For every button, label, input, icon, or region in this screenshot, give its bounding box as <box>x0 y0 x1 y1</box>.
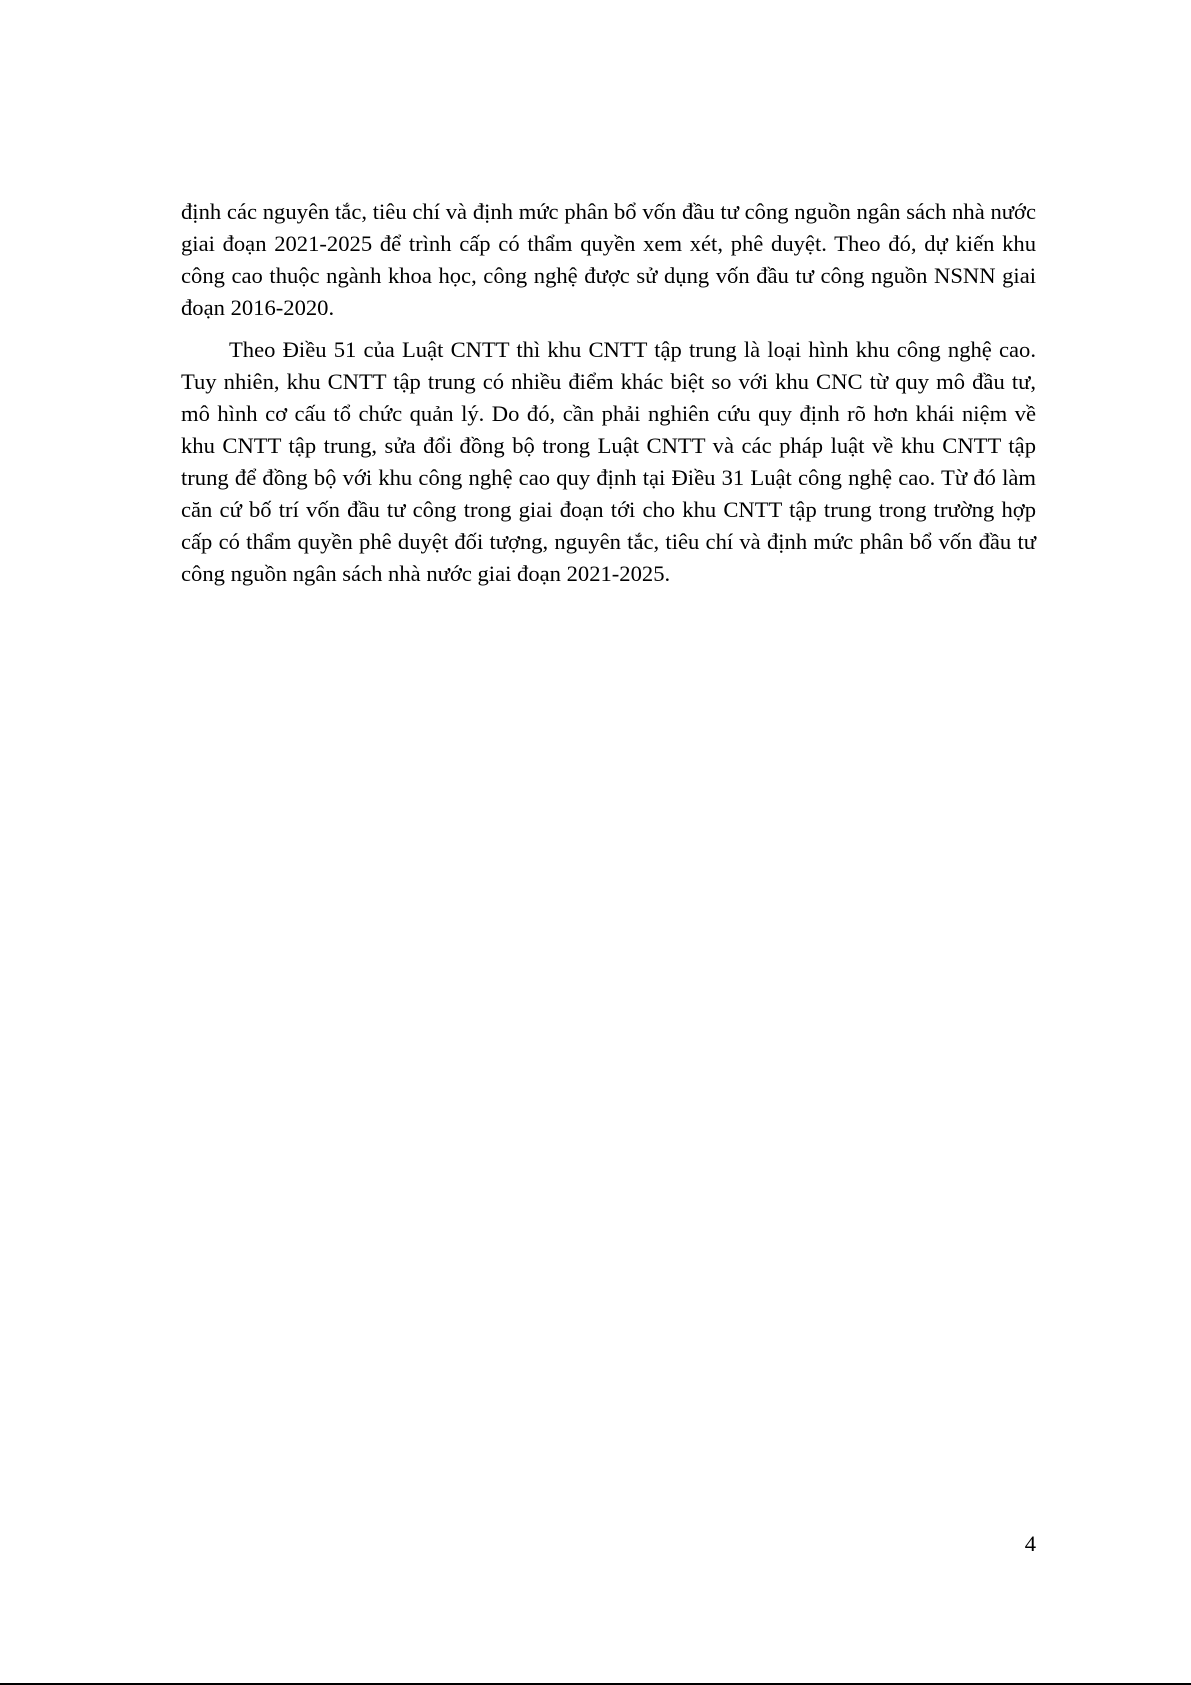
paragraph-article-51: Theo Điều 51 của Luật CNTT thì khu CNTT tập trung là loại hình khu công nghệ cao. Tuy nhiên, khu CNTT tập trung có nhiều điểm khác biệt so với khu CNC từ quy mô đầu tư, mô hình cơ cấu tổ chức quản lý. Do đó, cần phải nghiên cứu quy định rõ hơn khái niệm về khu CNTT tập trung, sửa đổi đồng bộ trong Luật CNTT và các pháp luật về khu CNTT tập trung để đồng bộ với khu công nghệ cao quy định tại Điều 31 Luật công nghệ cao. Từ đó làm căn cứ bố trí vốn đầu tư công trong giai đoạn tới cho khu CNTT tập trung trong trường hợp cấp có thẩm quyền phê duyệt đối tượng, nguyên tắc, tiêu chí và định mức phân bổ vốn đầu tư công nguồn ngân sách nhà nước giai đoạn 2021-2025. <box>181 337 1036 586</box>
paragraph-continuation: định các nguyên tắc, tiêu chí và định mức phân bổ vốn đầu tư công nguồn ngân sách nhà nước giai đoạn 2021-2025 để trình cấp có thẩm quyền xem xét, phê duyệt. Theo đó, dự kiến khu công cao thuộc ngành khoa học, công nghệ được sử dụng vốn đầu tư công nguồn NSNN giai đoạn 2016-2020. <box>181 199 1036 320</box>
page-number: 4 <box>1024 1531 1036 1556</box>
body-text <box>181 196 1036 590</box>
